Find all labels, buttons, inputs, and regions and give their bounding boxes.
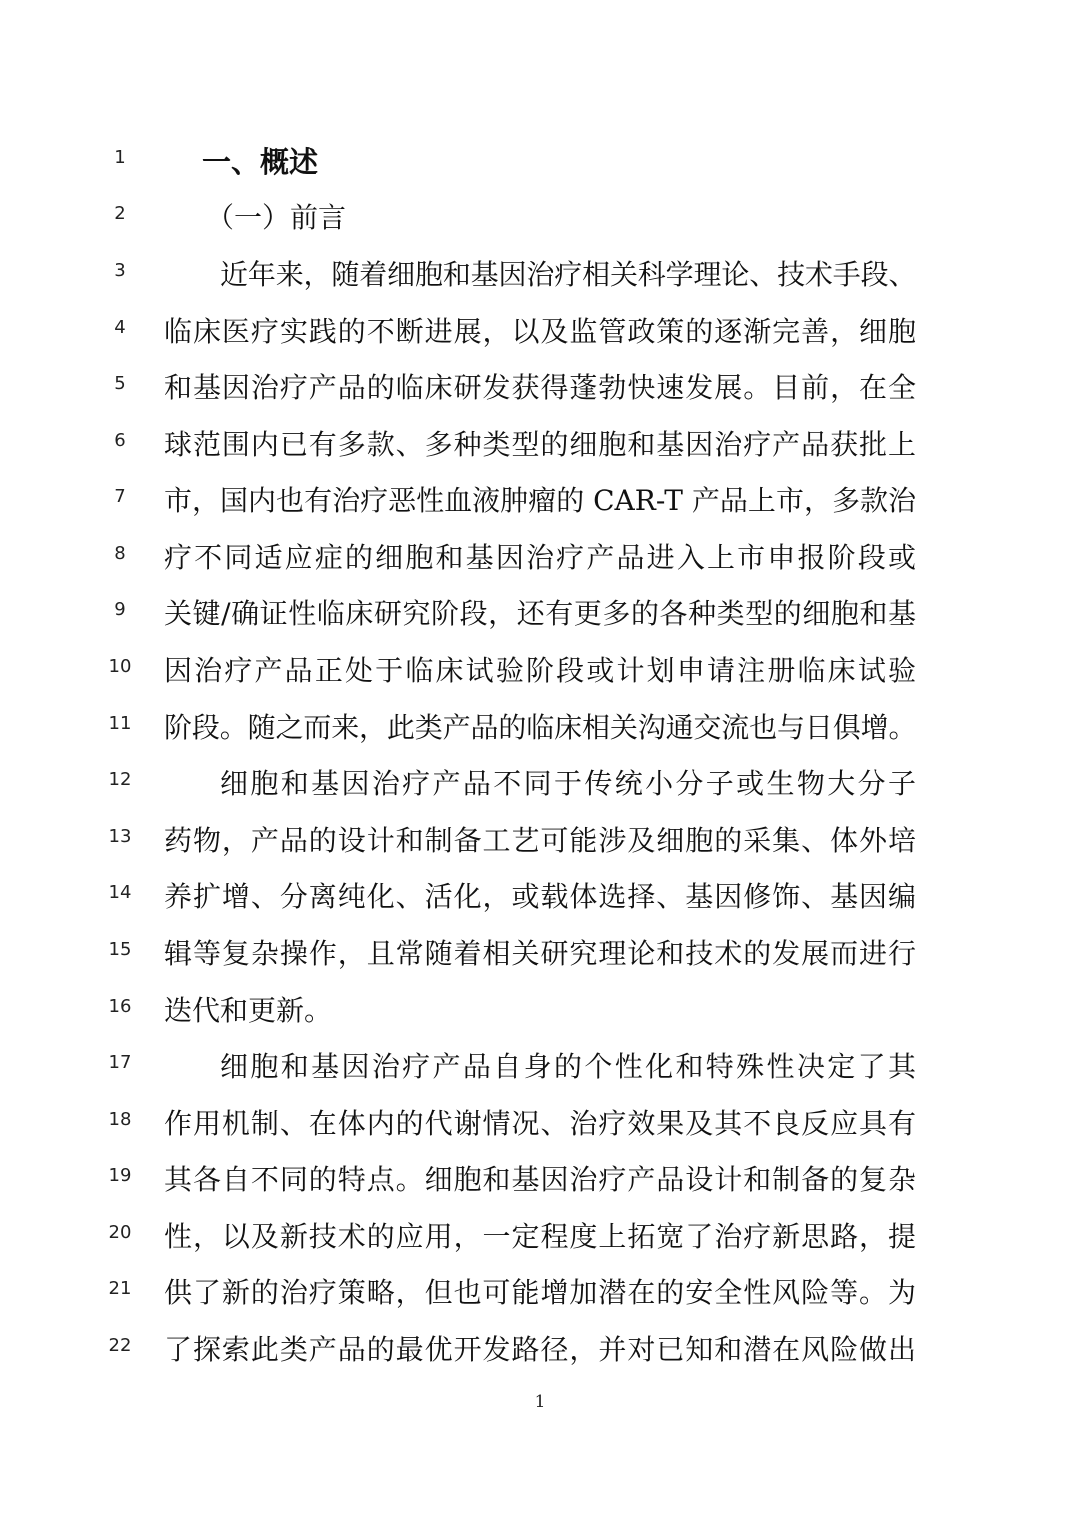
line-9 <box>0 586 1080 642</box>
paragraph-line: 其各自不同的特点。细胞和基因治疗产品设计和制备的复杂 <box>164 1163 916 1196</box>
paragraph-line: 供了新的治疗策略，但也可能增加潜在的安全性风险等。为 <box>164 1276 916 1309</box>
paragraph-line: 辑等复杂操作，且常随着相关研究理论和技术的发展而进行 <box>164 937 916 970</box>
line-number: 18 <box>108 1109 132 1130</box>
line-number: 3 <box>114 260 126 281</box>
section-heading: 一、概述 <box>202 145 319 179</box>
line-number: 10 <box>108 656 132 677</box>
line-21 <box>0 1265 1080 1321</box>
paragraph-line: 细胞和基因治疗产品不同于传统小分子或生物大分子 <box>220 767 916 800</box>
subsection-heading: （一）前言 <box>206 201 347 234</box>
paragraph-line: 疗不同适应症的细胞和基因治疗产品进入上市申报阶段或 <box>164 541 916 574</box>
paragraph-line: 药物，产品的设计和制备工艺可能涉及细胞的采集、体外培 <box>164 824 916 857</box>
line-14 <box>0 869 1080 925</box>
line-15 <box>0 926 1080 982</box>
line-number: 14 <box>108 882 132 903</box>
line-number: 15 <box>108 939 132 960</box>
line-number: 11 <box>108 713 132 734</box>
line-6 <box>0 417 1080 473</box>
line-18 <box>0 1096 1080 1152</box>
line-12 <box>0 756 1080 812</box>
line-19 <box>0 1152 1080 1208</box>
line-10 <box>0 643 1080 699</box>
line-number: 22 <box>108 1335 132 1356</box>
paragraph-line: 养扩增、分离纯化、活化，或载体选择、基因修饰、基因编 <box>164 880 916 913</box>
page-number: 1 <box>534 1392 546 1412</box>
line-1 <box>0 134 1080 190</box>
paragraph-line: 近年来，随着细胞和基因治疗相关科学理论、技术手段、 <box>220 258 916 291</box>
paragraph-line: 球范围内已有多款、多种类型的细胞和基因治疗产品获批上 <box>164 428 916 461</box>
line-13 <box>0 813 1080 869</box>
line-number: 19 <box>108 1165 132 1186</box>
line-number: 2 <box>114 203 126 224</box>
paragraph-line: 市，国内也有治疗恶性血液肿瘤的 CAR-T 产品上市，多款治 <box>164 484 916 517</box>
line-5 <box>0 360 1080 416</box>
line-number: 12 <box>108 769 132 790</box>
paragraph-line: 作用机制、在体内的代谢情况、治疗效果及其不良反应具有 <box>164 1107 916 1140</box>
line-22 <box>0 1322 1080 1378</box>
paragraph-line: 关键/确证性临床研究阶段，还有更多的各种类型的细胞和基 <box>164 597 916 630</box>
paragraph-line: 和基因治疗产品的临床研发获得蓬勃快速发展。目前，在全 <box>164 371 916 404</box>
line-number: 4 <box>114 317 126 338</box>
line-number: 20 <box>108 1222 132 1243</box>
paragraph-line: 了探索此类产品的最优开发路径，并对已知和潜在风险做出 <box>164 1333 916 1366</box>
line-11 <box>0 700 1080 756</box>
line-3 <box>0 247 1080 303</box>
line-7 <box>0 473 1080 529</box>
paragraph-line: 临床医疗实践的不断进展，以及监管政策的逐渐完善，细胞 <box>164 315 916 348</box>
line-4 <box>0 304 1080 360</box>
line-number: 1 <box>114 147 126 168</box>
line-number: 9 <box>114 599 126 620</box>
paragraph-line: 因治疗产品正处于临床试验阶段或计划申请注册临床试验 <box>164 654 916 687</box>
line-number: 7 <box>114 486 126 507</box>
line-number: 13 <box>108 826 132 847</box>
line-number: 6 <box>114 430 126 451</box>
paragraph-line: 细胞和基因治疗产品自身的个性化和特殊性决定了其 <box>220 1050 916 1083</box>
line-number: 5 <box>114 373 126 394</box>
paragraph-line: 性，以及新技术的应用，一定程度上拓宽了治疗新思路，提 <box>164 1220 916 1253</box>
line-2 <box>0 190 1080 246</box>
line-8 <box>0 530 1080 586</box>
line-17 <box>0 1039 1080 1095</box>
line-number: 21 <box>108 1278 132 1299</box>
line-16 <box>0 983 1080 1039</box>
line-number: 17 <box>108 1052 132 1073</box>
line-number: 16 <box>108 996 132 1017</box>
paragraph-line: 迭代和更新。 <box>164 994 333 1027</box>
line-20 <box>0 1209 1080 1265</box>
paragraph-line: 阶段。随之而来，此类产品的临床相关沟通交流也与日俱增。 <box>164 711 916 744</box>
line-number: 8 <box>114 543 126 564</box>
